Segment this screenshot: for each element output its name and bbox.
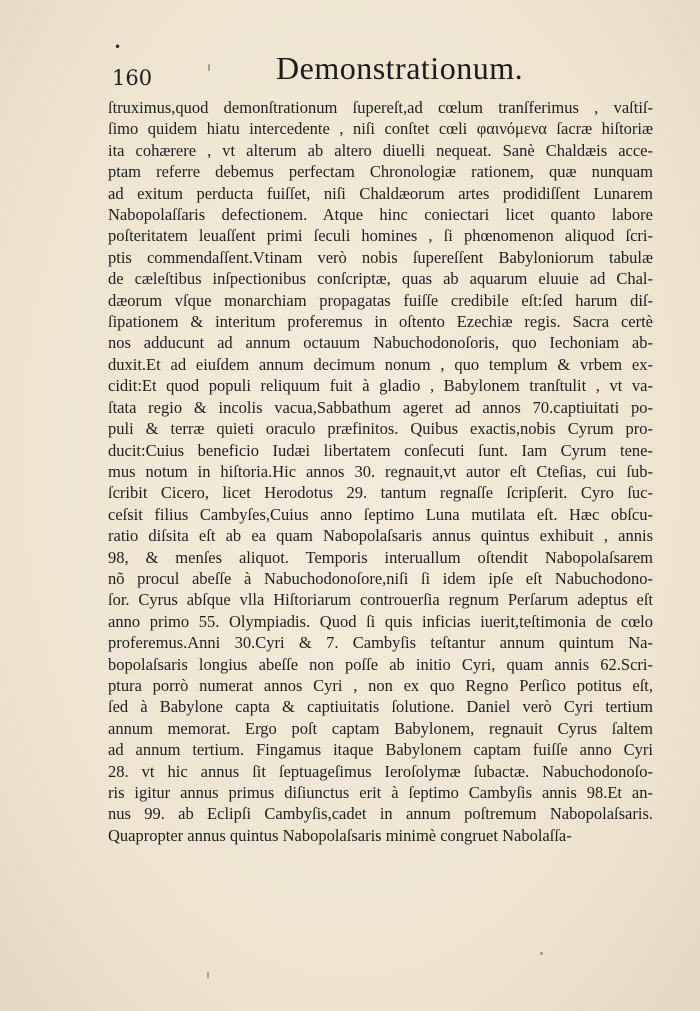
text-line: nus 99. ab Eclipſi Cambyſis,cadet in annum poſtremum Nabopolaſsaris.: [108, 804, 653, 824]
text-line: ceſsit filius Cambyſes,Cuius anno ſeptimo Luna mutilata eſt. Hæc obſcu-: [108, 504, 653, 524]
text-line: ita cohærere , vt alterum ab altero diuelli nequeat. Sanè Chaldæis acce-: [108, 140, 653, 160]
text-line: ſtata regio & incolis vacua,Sabbathum ageret ad annos 70.captiuitati po-: [108, 397, 653, 417]
text-line: Quapropter annus quintus Nabopolaſsaris minimè congruet Nabolaſſa-: [108, 825, 572, 845]
text-line: ptam referre debemus perfectam Chronologiæ rationem, quæ nunquam: [108, 162, 653, 182]
text-line: bopolaſsaris longius abeſſe non poſſe ab initio Cyri, quam annis 62.Scri-: [108, 654, 653, 674]
text-line: poſteritatem leuaſſent primi ſeculi homines , ſi phœnomenon aliquod ſcri-: [108, 226, 653, 246]
text-line: puli & terræ quieti oraculo præfinitos. Quibus exactis,nobis Cyrum pro-: [108, 419, 653, 439]
paper-speck: [207, 972, 209, 978]
text-line: proferemus.Anni 30.Cyri & 7. Cambyſis teſtantur annum quintum Na-: [108, 633, 653, 653]
text-line: ſimo quidem hiatu intercedente , niſi conſtet cœli φαινόμενα ſacræ hiſtoriæ: [108, 119, 653, 139]
paper-speck: [208, 64, 210, 71]
text-line: mus notum in hiſtoria.Hic annos 30. regnauit,vt autor eſt Cteſias, cui ſub-: [108, 461, 653, 481]
text-line: de cæleſtibus inſpectionibus conſcriptæ, quas ab aquarum eluuie ad Chal-: [108, 269, 653, 289]
text-line: ad annum tertium. Fingamus itaque Babylonem captam fuiſſe anno Cyri: [108, 740, 653, 760]
paper-speck: [540, 952, 543, 955]
text-line: ad exitum perducta fuiſſet, niſi Chaldæorum artes prodidiſſent Lunarem: [108, 183, 653, 203]
text-line: ducit:Cuius beneficio Iudæi libertatem conſecuti ſunt. Iam Cyrum tene-: [108, 440, 653, 460]
text-line: Nabopolaſſaris defectionem. Atque hinc coniectari licet quanto labore: [108, 205, 653, 225]
text-line: nõ procul abeſſe à Nabuchodonoſore,niſi ſi idem ipſe eſt Nabuchodono-: [108, 568, 653, 588]
text-line: annum memorat. Ergo poſt captam Babylonem, regnauit Cyrus ſaltem: [108, 718, 653, 738]
running-title: Demonstrationum.: [276, 50, 524, 86]
text-line: anno primo 55. Olympiadis. Quod ſi quis inficias iuerit,teſtimonia de cœlo: [108, 611, 653, 631]
text-line: ſcribit Cicero, licet Herodotus 29. tantum regnaſſe ſcripſerit. Cyro ſuc-: [108, 483, 653, 503]
page-number: 160: [112, 66, 153, 90]
page-header: [110, 50, 650, 96]
page-mark: •: [114, 40, 122, 54]
text-line: nos adducunt ad annum octauum Nabuchodonoſoris, quo Iechoniam ab-: [108, 333, 653, 353]
text-line: ratio diſsita eſt ab ea quam Nabopolaſsaris annus quintus exhibuit , annis: [108, 526, 653, 546]
text-line: ſed à Babylone capta & captiuitatis ſolutione. Daniel verò Cyri tertium: [108, 697, 653, 717]
text-line: dæorum vſque monarchiam propagatas fuiſſe credibile eſt:ſed harum diſ-: [108, 290, 653, 310]
text-line: ſipationem & interitum proferemus in oſtento Ezechiæ regis. Sacra certè: [108, 312, 653, 332]
text-line: ſtruximus,quod demonſtrationum ſupereſt,ad cœlum tranſferimus , vaſtiſ-: [108, 98, 653, 117]
text-line: 28. vt hic annus ſit ſeptuageſimus Ieroſolymæ ſubactæ. Nabuchodonoſo-: [108, 761, 653, 781]
text-line: cidit:Et quod populi reliquum fuit à gladio , Babylonem tranſtulit , vt va-: [108, 376, 653, 396]
text-line: ptura porrò numerat annos Cyri , non ex quo Regno Perſico potitus eſt,: [108, 675, 653, 695]
text-line: duxit.Et ad eiuſdem annum decimum nonum , quo templum & vrbem ex-: [108, 354, 653, 374]
body-text: [108, 97, 653, 846]
text-line: ris igitur annus primus diſiunctus erit à ſeptimo Cambyſis annis 98.Et an-: [108, 783, 653, 802]
text-line: ſor. Cyrus abſque vlla Hiſtoriarum controuerſia regnum Perſarum adeptus eſt: [108, 590, 653, 610]
text-line: 98, & menſes aliquot. Temporis interuallum oſtendit Nabopolaſsarem: [108, 547, 653, 567]
text-line: ptis commendaſſent.Vtinam verò nobis ſupereſſent Babyloniorum tabulæ: [108, 247, 653, 267]
